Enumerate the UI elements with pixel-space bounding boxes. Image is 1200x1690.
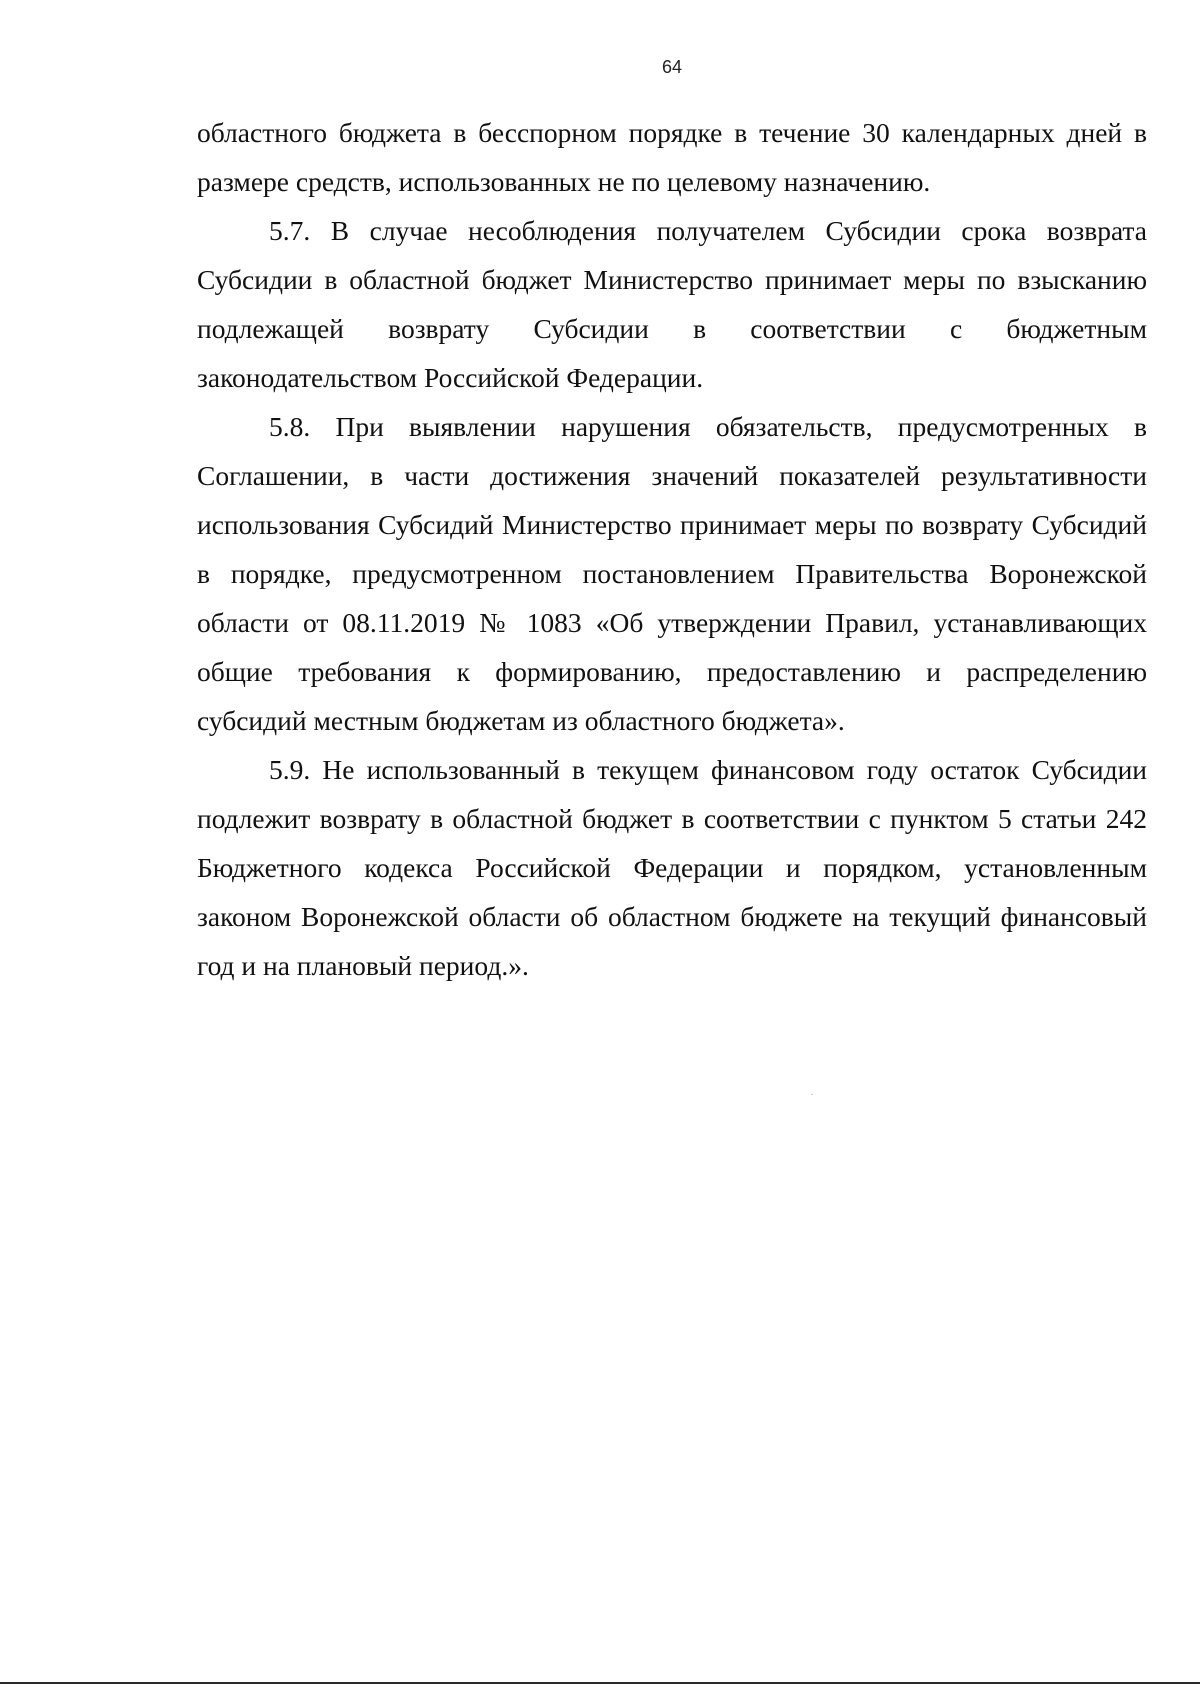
paragraph-5-9: 5.9. Не использованный в текущем финансовом году остаток Субсидии подлежит возврату в областной бюджет в соответствии с пунктом 5 статьи 242 Бюджетного кодекса Российской Федерации и порядком, установленным законом Воронежской области об областном бюджете на текущий финансовый год и на плановый период.». <box>197 754 1147 981</box>
paragraph-5-8: 5.8. При выявлении нарушения обязательств, предусмотренных в Соглашении, в части достижения значений показателей результативности использования Субсидий Министерство принимает меры по возврату Субсидий в порядке, предусмотренном постановлением Правительства Воронежской области от 08.11.2019 № 1083 «Об утверждении Правил, устанавливающих общие требования к формированию, предоставлению и распределению субсидий местным бюджетам из областного бюджета». <box>197 411 1147 736</box>
paragraph-continuation: областного бюджета в бесспорном порядке в течение 30 календарных дней в размере средств, использованных не по целевому назначению. <box>197 117 1147 197</box>
paragraph-5-7: 5.7. В случае несоблюдения получателем Субсидии срока возврата Субсидии в областной бюджет Министерство принимает меры по взысканию подлежащей возврату Субсидии в соответствии с бюджетным законодательством Российской Федерации. <box>197 215 1147 393</box>
page-number: 64 <box>661 57 683 77</box>
document-body <box>197 108 1147 990</box>
scan-bottom-edge <box>0 1682 1200 1684</box>
scan-speck <box>811 1094 813 1095</box>
